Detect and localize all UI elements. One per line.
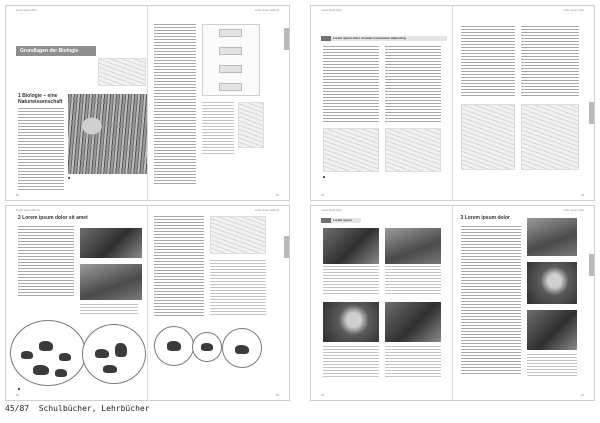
animal-silhouette (59, 353, 71, 361)
page-17 (453, 206, 595, 400)
illustration-organ (385, 128, 441, 172)
illustration-lungs (521, 104, 579, 170)
photo-bird-2 (385, 228, 441, 264)
body-text-column-1 (154, 216, 204, 316)
chapter-banner (16, 46, 96, 56)
caption-marker (68, 177, 70, 179)
page-number: 11 (275, 193, 279, 197)
running-header: Lorem ipsum dolor (563, 209, 584, 212)
spread-top-right (310, 5, 595, 201)
chapter-title: Grundlagen der Biologie (20, 48, 79, 54)
category-label: Schulbücher, Lehrbücher (38, 404, 150, 413)
photo-chick (527, 310, 577, 350)
caption-marker (323, 176, 325, 178)
body-text-column-1 (323, 46, 379, 122)
caption-marker (18, 388, 20, 390)
section-heading: 1 Biologie – eine Naturwissenschaft (18, 93, 63, 105)
animal-silhouette (103, 365, 117, 373)
photo-caption-text-3 (323, 346, 379, 378)
body-text-column-2 (80, 304, 138, 316)
diagram-circle-small (154, 326, 194, 366)
section-bar-title: Lorem ipsum dolor sit amet consectetur adipiscing (333, 36, 406, 40)
diagram-circle-small (222, 328, 262, 368)
body-text-column-2 (202, 102, 234, 156)
diagram-circle-medium (82, 324, 146, 384)
animal-silhouette (39, 341, 53, 351)
running-header: Lorem ipsum dolor (321, 9, 342, 12)
page-14 (6, 206, 148, 400)
photo-eggs (527, 262, 577, 304)
running-header: Lorem ipsum dolor sit (255, 9, 279, 12)
animal-silhouette (95, 349, 109, 358)
illustration-human-figure (323, 128, 379, 172)
chapter-tab (589, 102, 594, 124)
spread-bottom-left (5, 205, 290, 401)
page-number: 14 (16, 393, 20, 397)
illustration-birds (98, 58, 146, 86)
flow-box (219, 65, 241, 73)
page-13 (453, 6, 595, 200)
page-10 (6, 6, 148, 200)
photo-bird-nest (527, 218, 577, 256)
photo-animal-1 (80, 228, 142, 258)
body-text-column-1 (461, 226, 521, 376)
running-header: Lorem ipsum dolor (16, 9, 37, 12)
animal-silhouette (167, 341, 181, 351)
footer-label (5, 404, 150, 413)
flow-box (219, 83, 241, 91)
body-text-column-2 (210, 260, 266, 316)
page-11 (148, 6, 290, 200)
spread-top-left (5, 5, 290, 201)
photo-caption-text-1 (323, 266, 379, 296)
photo-bird-3 (323, 302, 379, 342)
section-heading: 3 Lorem ipsum dolor (460, 215, 510, 221)
chapter-tab (284, 236, 289, 258)
photo-caption-text-2 (385, 266, 441, 296)
chapter-tab (589, 254, 594, 276)
chapter-tab (284, 28, 289, 50)
page-number: 16 (321, 393, 325, 397)
diagram-flowchart (202, 24, 260, 96)
figure-caption (18, 388, 128, 391)
page-number: 17 (580, 393, 584, 397)
photo-bird-1 (323, 228, 379, 264)
section-bar-title: Lorem ipsum (333, 218, 352, 222)
page-number: 12 (321, 193, 325, 197)
page-number: 13 (580, 193, 584, 197)
flow-box (219, 47, 241, 55)
diagram-circle-large (10, 320, 86, 386)
page-16 (311, 206, 453, 400)
page-15 (148, 206, 290, 400)
illustration-forest (68, 94, 148, 174)
body-text-column-2 (521, 26, 579, 96)
illustration-plant (238, 102, 264, 148)
running-header: Lorem ipsum dolor sit (16, 209, 40, 212)
page-counter: 45/87 (5, 404, 30, 413)
animal-silhouette (235, 345, 249, 354)
body-text-column-1 (18, 226, 74, 298)
page-number: 10 (16, 193, 20, 197)
animal-silhouette (115, 343, 127, 357)
photo-caption-text (527, 354, 577, 376)
page-12 (311, 6, 453, 200)
section-bar (321, 36, 447, 41)
figure-caption (68, 177, 128, 180)
animal-silhouette (201, 343, 213, 351)
section-bar (321, 218, 361, 223)
photo-caption-text-4 (385, 346, 441, 378)
body-text-column-1 (18, 108, 64, 190)
animal-silhouette (55, 369, 67, 377)
animal-silhouette (33, 365, 49, 375)
figure-caption (323, 176, 433, 179)
diagram-tree (210, 216, 266, 254)
photo-animal-2 (80, 264, 142, 300)
body-text-column-2 (385, 46, 441, 122)
page-number: 15 (275, 393, 279, 397)
animal-silhouette (21, 351, 33, 359)
running-header: Lorem ipsum dolor (321, 209, 342, 212)
running-header: Lorem ipsum dolor sit (255, 209, 279, 212)
section-heading: 2 Lorem ipsum dolor sit amet (18, 215, 88, 221)
diagram-circle-small (192, 332, 222, 362)
body-text-column-1 (154, 24, 196, 184)
photo-bird-4 (385, 302, 441, 342)
body-text-column-1 (461, 26, 515, 96)
spread-bottom-right (310, 205, 595, 401)
running-header: Lorem ipsum dolor (563, 9, 584, 12)
flow-box (219, 29, 241, 37)
illustration-respiratory (461, 104, 515, 170)
